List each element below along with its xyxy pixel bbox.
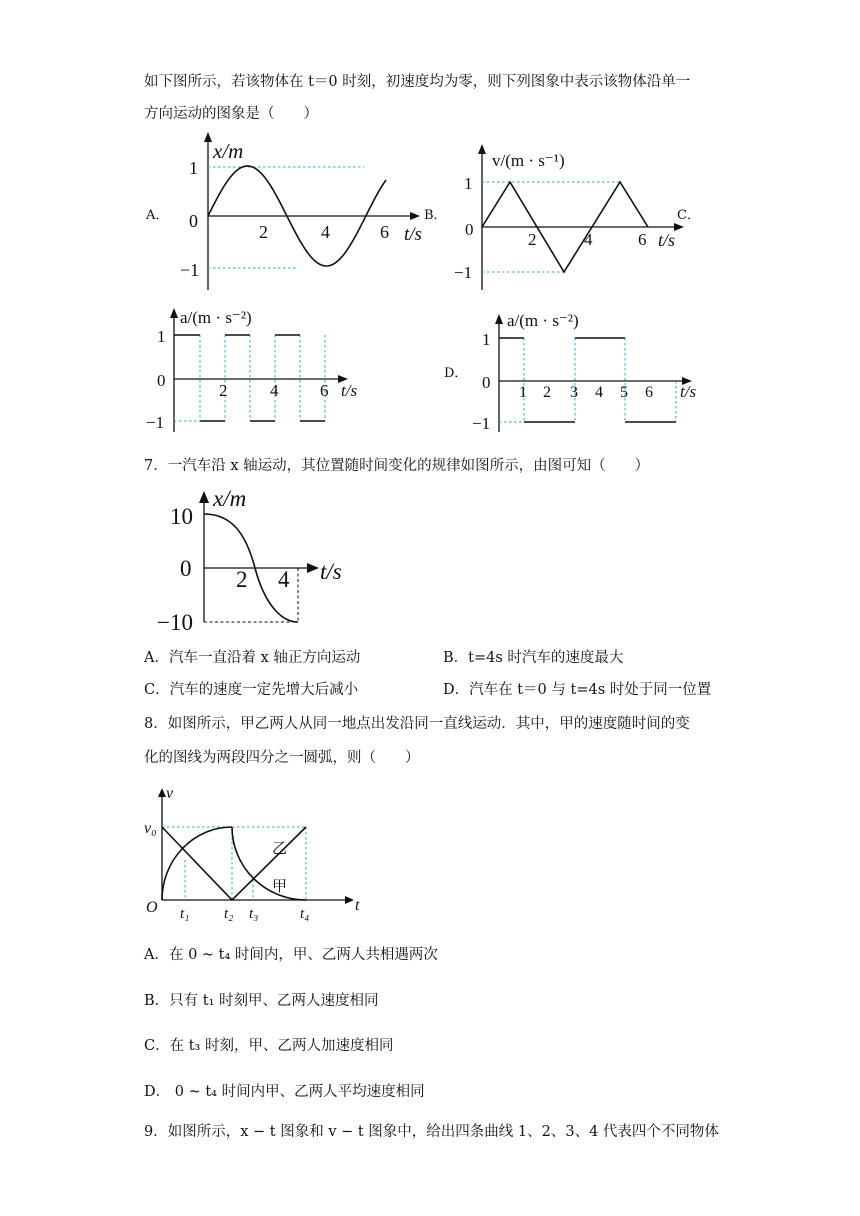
q8-v0-label: v₀ <box>144 820 157 837</box>
q7-tick-2: 2 <box>236 567 248 592</box>
q8-option-d[interactable]: D． 0 ~ t₄ 时间内甲、乙两人平均速度相同 <box>144 1084 425 1100</box>
q7-tick-neg10: −10 <box>157 610 193 635</box>
graph-b-tick-0: 0 <box>465 220 474 239</box>
q7-tick-10: 10 <box>170 504 193 529</box>
q8-stem-line2: 化的图线为两段四分之一圆弧，则（ ） <box>144 750 420 766</box>
q8-t3-label: t₃ <box>249 906 259 922</box>
q7-tick-0: 0 <box>180 556 192 581</box>
graph-a-tick-neg1: −1 <box>180 260 200 280</box>
q6-stem-line1: 如下图所示，若该物体在 t＝0 时刻，初速度均为零，则下列图象中表示该物体沿单一 <box>144 74 691 90</box>
q6-label-a: A． <box>146 208 169 223</box>
graph-c-xlabel: t/s <box>341 381 358 400</box>
q8-t4-label: t₄ <box>300 906 310 922</box>
q7-option-d[interactable]: D．汽车在 t＝0 与 t=4s 时处于同一位置 <box>443 682 712 698</box>
q7-option-b[interactable]: B．t=4s 时汽车的速度最大 <box>443 650 624 666</box>
q8-stem-line1: 8．如图所示，甲乙两人从同一地点出发沿同一直线运动．其中，甲的速度随时间的变 <box>144 716 690 732</box>
q9-stem: 9．如图所示，x − t 图象和 v − t 图象中，给出四条曲线 1、2、3、4 代表四个不同物体 <box>144 1124 719 1140</box>
graph-d-xlabel: t/s <box>680 382 697 401</box>
graph-a-tick-1: 1 <box>189 158 198 178</box>
graph-b-tick-neg1: −1 <box>454 263 473 282</box>
q7-stem: 7．一汽车沿 x 轴运动，其位置随时间变化的规律如图所示，由图可知（ ） <box>144 458 650 474</box>
graph-b-tick-4: 4 <box>584 230 593 249</box>
q8-yi-label: 乙 <box>272 841 288 857</box>
graph-c-tick-0: 0 <box>157 371 166 390</box>
q7-xlabel: t/s <box>320 559 342 584</box>
q8-t1-label: t₁ <box>180 906 190 922</box>
q6-label-d: D． <box>444 366 468 381</box>
q8-xlabel: t <box>355 897 360 914</box>
graph-d-tick-1: 1 <box>482 330 491 349</box>
graph-c-tick-6: 6 <box>320 381 329 400</box>
graph-b-tick-6: 6 <box>638 230 647 249</box>
graph-d-xtick-5: 5 <box>620 384 628 401</box>
q8-ylabel: v <box>166 785 174 802</box>
q8-origin-label: O <box>146 899 158 916</box>
graph-d-xtick-6: 6 <box>645 384 653 401</box>
graph-c-tick-1: 1 <box>157 327 166 346</box>
graph-d-tick-0: 0 <box>482 373 491 392</box>
q7-tick-4: 4 <box>278 567 290 592</box>
graph-a-ylabel: x/m <box>213 139 244 163</box>
q7-option-a[interactable]: A．汽车一直沿着 x 轴正方向运动 <box>144 650 361 666</box>
graph-d-xtick-4: 4 <box>595 384 603 401</box>
graph-c-tick-2: 2 <box>219 381 228 400</box>
graph-b-xlabel: t/s <box>658 230 676 250</box>
graph-a-tick-0: 0 <box>189 211 198 231</box>
q8-option-b[interactable]: B．只有 t₁ 时刻甲、乙两人速度相同 <box>144 993 379 1009</box>
graph-a-xlabel: t/s <box>404 224 422 245</box>
graph-a-tick-6: 6 <box>380 222 389 242</box>
graph-d-xtick-2: 2 <box>543 384 551 401</box>
q8-option-c[interactable]: C．在 t₃ 时刻，甲、乙两人加速度相同 <box>144 1038 394 1054</box>
graph-c-ylabel: a/(m · s⁻²) <box>180 308 252 327</box>
q8-jia-label: 甲 <box>272 879 288 895</box>
graph-c-tick-4: 4 <box>270 381 279 400</box>
graph-d-xtick-1: 1 <box>519 384 527 401</box>
graph-b-tick-2: 2 <box>528 230 537 249</box>
graph-a-tick-2: 2 <box>259 222 268 242</box>
q7-option-c[interactable]: C．汽车的速度一定先增大后减小 <box>144 682 359 698</box>
graph-c-tick-neg1: −1 <box>146 413 165 432</box>
q6-label-b: B． <box>424 208 447 223</box>
graph-b-tick-1: 1 <box>464 174 473 193</box>
graph-d-tick-neg1: −1 <box>472 414 491 433</box>
q8-t2-label: t₂ <box>224 906 234 922</box>
q7-ylabel: x/m <box>213 486 247 511</box>
q8-x-arrow <box>345 896 354 904</box>
q6-label-c: C． <box>677 208 700 223</box>
graph-d-ylabel: a/(m · s⁻²) <box>507 311 579 330</box>
q6-stem-line2: 方向运动的图象是（ ） <box>144 106 318 122</box>
q8-y-arrow <box>158 788 166 797</box>
graph-b-ylabel: v/(m · s⁻¹) <box>492 151 565 170</box>
graph-d-xtick-3: 3 <box>570 384 578 401</box>
q8-option-a[interactable]: A．在 0 ~ t₄ 时间内，甲、乙两人共相遇两次 <box>144 947 438 963</box>
graph-a-tick-4: 4 <box>321 222 330 242</box>
